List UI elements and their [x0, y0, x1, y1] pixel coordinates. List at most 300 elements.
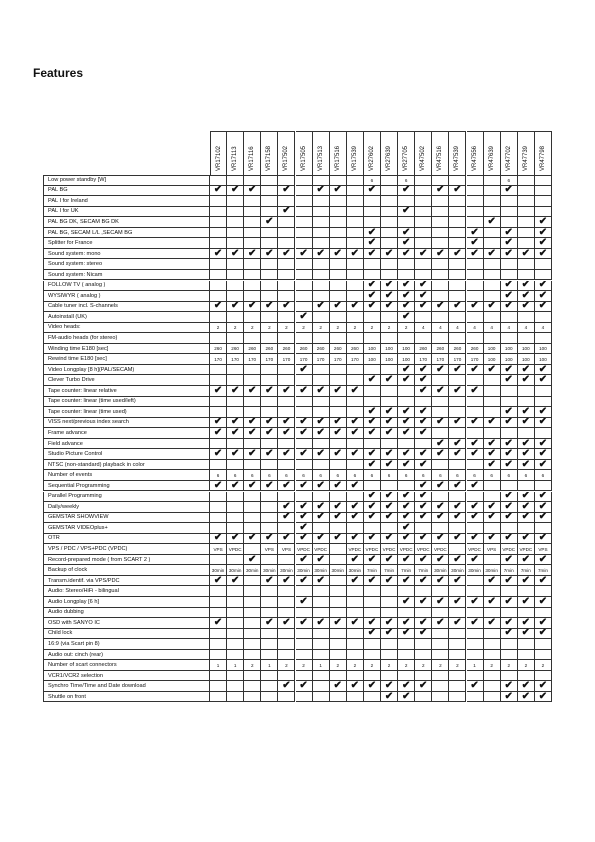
check-icon: [484, 217, 501, 228]
check-icon: [432, 365, 449, 376]
check-mark: ✔: [401, 280, 411, 291]
feature-value: [244, 460, 261, 471]
feature-value: [415, 228, 432, 239]
check-icon: [330, 302, 347, 313]
check-mark: ✔: [453, 438, 462, 449]
feature-value: [432, 428, 449, 439]
check-icon: [518, 555, 535, 566]
feature-value: [518, 608, 535, 619]
feature-value: [364, 175, 381, 186]
check-icon: [535, 418, 552, 429]
feature-value: [210, 207, 227, 218]
check-mark: ✔: [504, 597, 513, 607]
feature-value: [484, 660, 501, 671]
check-mark: ✔: [419, 291, 428, 301]
feature-value: [432, 270, 449, 281]
value-text: 260: [333, 346, 342, 352]
check-icon: [227, 249, 244, 260]
feature-value: [449, 428, 466, 439]
feature-value: [330, 312, 347, 323]
check-mark: ✔: [316, 533, 325, 544]
check-icon: [330, 618, 347, 629]
feature-value: [330, 270, 347, 281]
check-icon: [484, 513, 501, 524]
feature-value: [347, 375, 364, 386]
check-mark: ✔: [436, 417, 445, 428]
check-mark: ✔: [487, 301, 496, 312]
check-icon: [210, 428, 227, 439]
check-icon: [210, 618, 227, 629]
check-mark: ✔: [384, 628, 394, 639]
feature-value: [347, 470, 364, 481]
check-mark: ✔: [316, 502, 325, 512]
check-mark: ✔: [282, 428, 291, 438]
check-mark: ✔: [538, 491, 548, 502]
feature-value: [415, 671, 432, 682]
check-mark: ✔: [521, 364, 531, 375]
check-icon: [381, 418, 398, 429]
feature-value: [210, 439, 227, 450]
feature-value: [364, 354, 381, 365]
check-mark: ✔: [504, 438, 513, 449]
check-icon: [261, 428, 278, 439]
feature-value: [313, 354, 330, 365]
check-mark: ✔: [367, 533, 377, 544]
check-mark: ✔: [401, 681, 411, 692]
model-name: VR47798: [539, 145, 546, 171]
feature-value: [210, 365, 227, 376]
check-mark: ✔: [470, 512, 479, 523]
feature-value: [261, 671, 278, 682]
feature-value: [261, 608, 278, 619]
check-mark: ✔: [504, 512, 513, 523]
check-mark: ✔: [230, 185, 240, 196]
value-text: 1: [233, 662, 237, 668]
feature-value: [261, 344, 278, 355]
check-icon: [364, 281, 381, 292]
feature-value: [484, 354, 501, 365]
check-icon: [381, 492, 398, 503]
feature-value: [381, 175, 398, 186]
check-icon: [347, 618, 364, 629]
check-icon: [330, 386, 347, 397]
check-icon: [467, 481, 484, 492]
check-icon: [347, 576, 364, 587]
check-icon: [398, 249, 415, 260]
check-mark: ✔: [419, 375, 428, 386]
feature-value: [501, 650, 518, 661]
check-icon: [398, 365, 415, 376]
feature-value: [330, 207, 347, 218]
check-icon: [330, 513, 347, 524]
value-text: 4: [439, 324, 442, 330]
check-mark: ✔: [419, 491, 428, 502]
feature-value: [484, 523, 501, 534]
check-mark: ✔: [521, 618, 531, 628]
feature-value: [364, 639, 381, 650]
check-icon: [347, 534, 364, 545]
feature-value: [381, 354, 398, 365]
check-mark: ✔: [401, 407, 411, 417]
feature-value: [449, 375, 466, 386]
check-icon: [449, 576, 466, 587]
feature-value: [244, 565, 261, 576]
check-icon: [347, 302, 364, 313]
feature-value: [501, 386, 518, 397]
feature-value: [244, 207, 261, 218]
feature-value: [467, 565, 484, 576]
value-text: 30min: [228, 567, 242, 573]
feature-value: [535, 196, 552, 207]
feature-value: [432, 375, 449, 386]
feature-value: [210, 586, 227, 597]
check-mark: ✔: [248, 386, 257, 396]
value-text: 2: [319, 324, 322, 330]
check-icon: [449, 249, 466, 260]
feature-value: [278, 323, 295, 334]
check-mark: ✔: [282, 502, 291, 512]
feature-value: [381, 586, 398, 597]
feature-value: [518, 217, 535, 228]
check-icon: [227, 576, 244, 587]
check-mark: ✔: [401, 417, 411, 428]
check-mark: ✔: [419, 280, 428, 291]
model-header: [501, 131, 518, 175]
check-mark: ✔: [384, 291, 394, 301]
feature-value: [330, 660, 347, 671]
feature-value: [381, 397, 398, 408]
feature-value: [381, 650, 398, 661]
feature-value: [227, 228, 244, 239]
check-icon: [501, 439, 518, 450]
feature-value: [381, 671, 398, 682]
feature-value: [347, 186, 364, 197]
feature-value: [261, 513, 278, 524]
feature-value: [415, 650, 432, 661]
feature-value: [398, 608, 415, 619]
check-mark: ✔: [350, 575, 360, 586]
check-icon: [398, 513, 415, 524]
feature-value: [278, 407, 295, 418]
check-mark: ✔: [282, 480, 291, 491]
feature-value: [467, 407, 484, 418]
feature-value: [278, 460, 295, 471]
check-icon: [313, 302, 330, 313]
feature-label: PAL I for Ireland: [43, 196, 210, 207]
check-mark: ✔: [299, 575, 308, 586]
check-icon: [535, 692, 552, 703]
check-mark: ✔: [538, 628, 548, 639]
check-mark: ✔: [401, 512, 411, 523]
check-mark: ✔: [299, 681, 308, 692]
feature-value: [227, 439, 244, 450]
value-text: VPDC: [433, 546, 447, 552]
check-icon: [535, 281, 552, 292]
feature-value: [364, 259, 381, 270]
feature-value: [415, 270, 432, 281]
feature-value: [518, 196, 535, 207]
check-icon: [296, 618, 313, 629]
check-icon: [501, 618, 518, 629]
feature-value: [227, 502, 244, 513]
feature-value: [364, 196, 381, 207]
check-icon: [210, 534, 227, 545]
feature-value: [313, 291, 330, 302]
feature-value: [518, 344, 535, 355]
check-icon: [398, 207, 415, 218]
check-mark: ✔: [265, 449, 274, 460]
check-mark: ✔: [367, 491, 377, 502]
check-icon: [467, 597, 484, 608]
feature-value: [364, 470, 381, 481]
feature-value: [313, 175, 330, 186]
feature-value: [501, 354, 518, 365]
model-header: [398, 131, 415, 175]
check-icon: [261, 249, 278, 260]
check-icon: [261, 386, 278, 397]
check-mark: ✔: [350, 386, 360, 396]
check-icon: [296, 555, 313, 566]
check-mark: ✔: [419, 301, 428, 312]
check-mark: ✔: [453, 386, 462, 396]
check-mark: ✔: [453, 248, 462, 259]
feature-value: [501, 217, 518, 228]
value-text: 6: [541, 472, 545, 478]
feature-value: [261, 629, 278, 640]
check-mark: ✔: [282, 618, 291, 628]
check-mark: ✔: [248, 301, 257, 312]
feature-value: [449, 207, 466, 218]
feature-value: [330, 470, 347, 481]
check-icon: [432, 186, 449, 197]
feature-label: GEMSTAR VIDEOplus+: [43, 523, 210, 534]
feature-value: [415, 586, 432, 597]
feature-value: [501, 207, 518, 218]
check-icon: [449, 365, 466, 376]
feature-value: [313, 629, 330, 640]
feature-value: [432, 492, 449, 503]
check-icon: [467, 502, 484, 513]
feature-value: [347, 565, 364, 576]
feature-value: [313, 692, 330, 703]
feature-value: [296, 565, 313, 576]
feature-value: [432, 344, 449, 355]
check-icon: [313, 555, 330, 566]
feature-value: [449, 228, 466, 239]
feature-value: [449, 671, 466, 682]
feature-value: [244, 502, 261, 513]
check-mark: ✔: [265, 618, 274, 628]
check-icon: [484, 302, 501, 313]
check-icon: [535, 534, 552, 545]
check-mark: ✔: [316, 386, 325, 396]
check-mark: ✔: [230, 449, 240, 460]
check-mark: ✔: [436, 502, 445, 512]
check-mark: ✔: [367, 512, 377, 523]
check-icon: [296, 576, 313, 587]
feature-label: Low power standby [W]: [43, 175, 210, 186]
feature-label: Tape counter: linear (time used/left): [43, 397, 210, 408]
feature-label: Studio Picture Control: [43, 449, 210, 460]
check-mark: ✔: [470, 618, 479, 628]
check-icon: [398, 629, 415, 640]
check-icon: [261, 618, 278, 629]
feature-value: [347, 544, 364, 555]
feature-value: [261, 407, 278, 418]
check-icon: [330, 428, 347, 439]
check-icon: [261, 302, 278, 313]
check-mark: ✔: [487, 248, 496, 259]
feature-value: [432, 544, 449, 555]
check-mark: ✔: [384, 459, 394, 470]
feature-value: [518, 323, 535, 334]
check-icon: [484, 618, 501, 629]
check-icon: [313, 513, 330, 524]
feature-value: [518, 270, 535, 281]
feature-label: Daily/weekly: [43, 502, 210, 513]
check-icon: [381, 407, 398, 418]
feature-value: [535, 428, 552, 439]
check-mark: ✔: [230, 386, 240, 396]
check-mark: ✔: [350, 533, 360, 544]
check-icon: [364, 228, 381, 239]
check-icon: [449, 481, 466, 492]
check-mark: ✔: [538, 301, 548, 312]
feature-value: [261, 354, 278, 365]
check-icon: [313, 428, 330, 439]
feature-value: [296, 692, 313, 703]
check-icon: [244, 555, 261, 566]
feature-label: Tape counter: linear relative: [43, 386, 210, 397]
check-mark: ✔: [521, 417, 531, 428]
check-mark: ✔: [282, 386, 291, 396]
value-text: 100: [487, 346, 496, 352]
feature-value: [210, 460, 227, 471]
feature-value: [227, 513, 244, 524]
check-icon: [364, 576, 381, 587]
feature-label: Audio: Stereo/HiFi - bilingual: [43, 586, 210, 597]
check-mark: ✔: [384, 575, 394, 586]
check-icon: [415, 629, 432, 640]
feature-value: [210, 597, 227, 608]
feature-label: VISS next/previous index search: [43, 418, 210, 429]
check-icon: [347, 386, 364, 397]
feature-value: [313, 597, 330, 608]
check-mark: ✔: [538, 691, 548, 702]
check-mark: ✔: [504, 407, 513, 417]
feature-value: [535, 481, 552, 492]
check-mark: ✔: [504, 533, 513, 544]
check-mark: ✔: [419, 480, 428, 491]
feature-value: [364, 481, 381, 492]
feature-value: [330, 555, 347, 566]
check-mark: ✔: [333, 428, 342, 438]
feature-value: [313, 660, 330, 671]
feature-label: VPS / PDC / VPS+PDC (VPDC): [43, 544, 210, 555]
check-mark: ✔: [213, 301, 223, 312]
feature-value: [484, 259, 501, 270]
check-mark: ✔: [401, 206, 411, 217]
check-mark: ✔: [384, 417, 394, 428]
check-icon: [398, 555, 415, 566]
check-mark: ✔: [436, 449, 445, 460]
feature-label: PAL I for UK: [43, 207, 210, 218]
feature-value: [398, 323, 415, 334]
feature-label: Backup of clock: [43, 565, 210, 576]
feature-value: [296, 186, 313, 197]
value-text: 6: [421, 472, 425, 478]
check-mark: ✔: [436, 185, 445, 196]
check-icon: [381, 576, 398, 587]
check-icon: [484, 597, 501, 608]
feature-value: [484, 428, 501, 439]
value-text: 2: [456, 662, 459, 668]
check-mark: ✔: [350, 618, 360, 628]
check-mark: ✔: [316, 575, 325, 586]
feature-value: [364, 608, 381, 619]
check-icon: [467, 418, 484, 429]
value-text: 30min: [280, 567, 293, 573]
check-icon: [467, 618, 484, 629]
feature-value: [210, 492, 227, 503]
check-icon: [381, 618, 398, 629]
check-icon: [467, 555, 484, 566]
feature-value: [244, 365, 261, 376]
check-icon: [278, 576, 295, 587]
feature-value: [467, 291, 484, 302]
check-icon: [484, 534, 501, 545]
feature-value: [484, 207, 501, 218]
feature-label: Parallel Programming: [43, 492, 210, 503]
check-mark: ✔: [401, 691, 411, 702]
check-mark: ✔: [367, 248, 377, 259]
feature-value: [518, 650, 535, 661]
feature-value: [467, 375, 484, 386]
check-icon: [398, 534, 415, 545]
check-mark: ✔: [436, 597, 445, 607]
feature-value: [227, 291, 244, 302]
model-name: VR27639: [386, 145, 393, 171]
feature-value: [467, 175, 484, 186]
check-mark: ✔: [470, 554, 479, 565]
feature-value: [501, 397, 518, 408]
feature-value: [467, 650, 484, 661]
feature-label: Tape counter: linear (time used): [43, 407, 210, 418]
value-text: 4: [456, 324, 459, 330]
feature-value: [398, 344, 415, 355]
feature-value: [244, 175, 261, 186]
value-text: 100: [522, 346, 530, 352]
feature-value: [467, 344, 484, 355]
feature-value: [210, 397, 227, 408]
feature-value: [227, 323, 244, 334]
feature-value: [398, 650, 415, 661]
check-icon: [296, 597, 313, 608]
check-mark: ✔: [316, 618, 325, 628]
feature-value: [484, 470, 501, 481]
feature-value: [296, 492, 313, 503]
feature-value: [347, 354, 364, 365]
feature-label: PAL BG DK, SECAM BG DK: [43, 217, 210, 228]
feature-value: [501, 660, 518, 671]
feature-value: [501, 523, 518, 534]
feature-value: [535, 186, 552, 197]
feature-value: [278, 660, 295, 671]
feature-label: Synchro Time/Time and Date download: [43, 681, 210, 692]
check-icon: [381, 460, 398, 471]
feature-value: [244, 323, 261, 334]
value-text: 6: [233, 472, 237, 478]
